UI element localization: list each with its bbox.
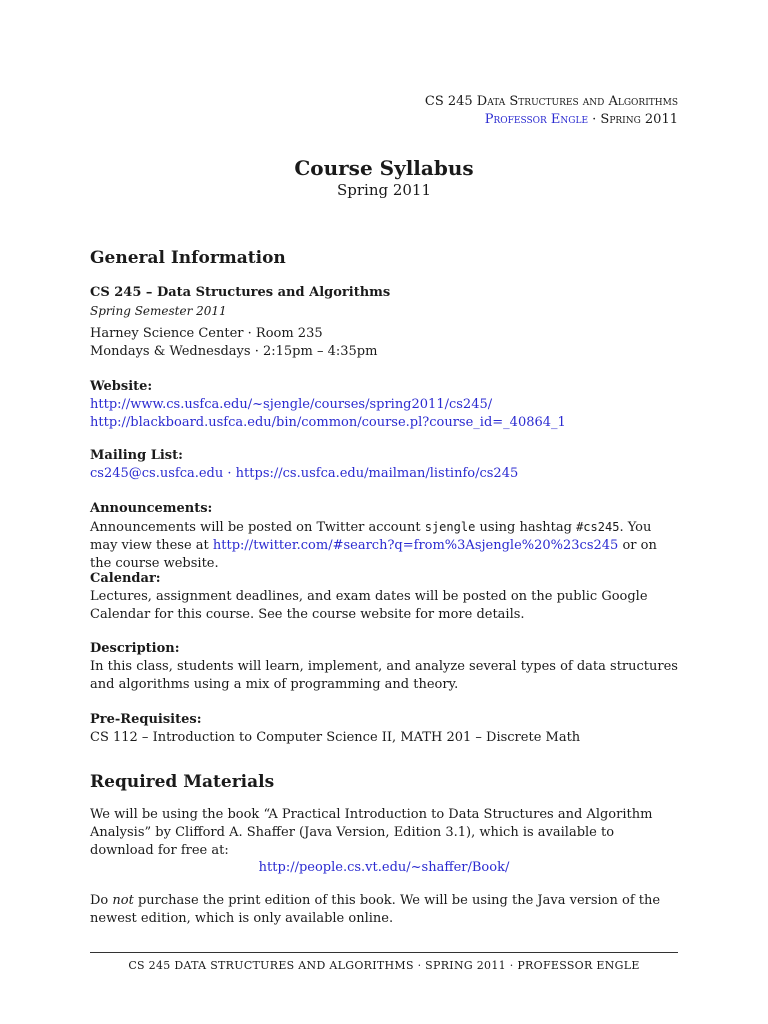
announce-text-part: . You may view these at <box>90 520 652 553</box>
announce-text-part: or on the course website. <box>90 538 657 571</box>
header-separator: · <box>588 112 601 127</box>
announcements-block <box>90 500 678 573</box>
website-block <box>90 378 678 432</box>
course-location-block <box>90 325 678 361</box>
header-second-line <box>425 111 678 129</box>
mailing-separator: · <box>223 466 236 481</box>
calendar-label: Calendar: <box>90 571 161 586</box>
mailing-email-link[interactable]: cs245@cs.usfca.edu <box>90 466 224 481</box>
footer-divider <box>90 952 678 953</box>
course-schedule: Mondays & Wednesdays · 2:15pm – 4:35pm <box>90 344 378 359</box>
calendar-text: Lectures, assignment deadlines, and exam dates will be posted on the public Google Calendar for this course. See the course website for more details. <box>90 589 648 622</box>
syllabus-page <box>90 0 678 1024</box>
announce-text-part: using hashtag <box>475 520 577 535</box>
prerequisites-text: CS 112 – Introduction to Computer Science II, MATH 201 – Discrete Math <box>90 730 581 745</box>
running-header <box>425 93 678 129</box>
purchase-note <box>90 892 678 928</box>
twitter-search-link[interactable]: http://twitter.com/#search?q=from%3Asjengle%20%23cs245 <box>212 538 619 553</box>
mailing-label: Mailing List: <box>90 448 183 463</box>
running-footer: CS 245 DATA STRUCTURES AND ALGORITHMS · SPRING 2011 · PROFESSOR ENGLE <box>128 959 640 972</box>
header-course-line: CS 245 Data Structures and Algorithms <box>424 94 678 109</box>
note-text-part: purchase the print edition of this book. We will be using the Java version of the newest edition, which is only available online. <box>90 893 661 926</box>
section-heading-general: General Information <box>90 248 286 268</box>
announcements-label: Announcements: <box>90 501 213 516</box>
description-label: Description: <box>90 641 180 656</box>
course-semester: Spring Semester 2011 <box>90 304 227 318</box>
book-paragraph: We will be using the book “A Practical Introduction to Data Structures and Algorithm Analysis” by Clifford A. Shaffer (Java Version, Edition 3.1), which is available to download for free at: <box>90 807 653 858</box>
mailing-list-block <box>90 447 678 483</box>
note-emphasis: not <box>112 893 134 908</box>
title-block <box>90 156 678 200</box>
header-term: Spring 2011 <box>600 112 678 127</box>
book-link-line <box>90 859 678 877</box>
calendar-block <box>90 570 678 624</box>
page-title: Course Syllabus <box>294 156 474 180</box>
website-link[interactable]: http://www.cs.usfca.edu/~sjengle/courses/spring2011/cs245/ <box>90 397 493 412</box>
course-location: Harney Science Center · Room 235 <box>90 326 323 341</box>
twitter-account: sjengle <box>424 520 476 534</box>
course-info <box>90 284 678 320</box>
prerequisites-block <box>90 711 678 747</box>
prerequisites-label: Pre-Requisites: <box>90 712 202 727</box>
course-name: CS 245 – Data Structures and Algorithms <box>90 285 391 300</box>
header-professor: Professor Engle <box>484 112 589 127</box>
page-subtitle: Spring 2011 <box>336 181 432 199</box>
announcements-text <box>90 518 678 573</box>
description-block <box>90 640 678 694</box>
website-label: Website: <box>90 379 153 394</box>
announce-text-part: Announcements will be posted on Twitter account <box>90 520 425 535</box>
section-heading-materials: Required Materials <box>90 772 275 792</box>
twitter-hashtag: #cs245 <box>576 520 620 534</box>
blackboard-link[interactable]: http://blackboard.usfca.edu/bin/common/course.pl?course_id=_40864_1 <box>90 415 566 430</box>
mailing-url-link[interactable]: https://cs.usfca.edu/mailman/listinfo/cs245 <box>235 466 519 481</box>
book-link[interactable]: http://people.cs.vt.edu/~shaffer/Book/ <box>258 860 510 875</box>
note-text-part: Do <box>90 893 113 908</box>
description-text: In this class, students will learn, implement, and analyze several types of data structures and algorithms using a mix of programming and theory. <box>90 659 678 692</box>
